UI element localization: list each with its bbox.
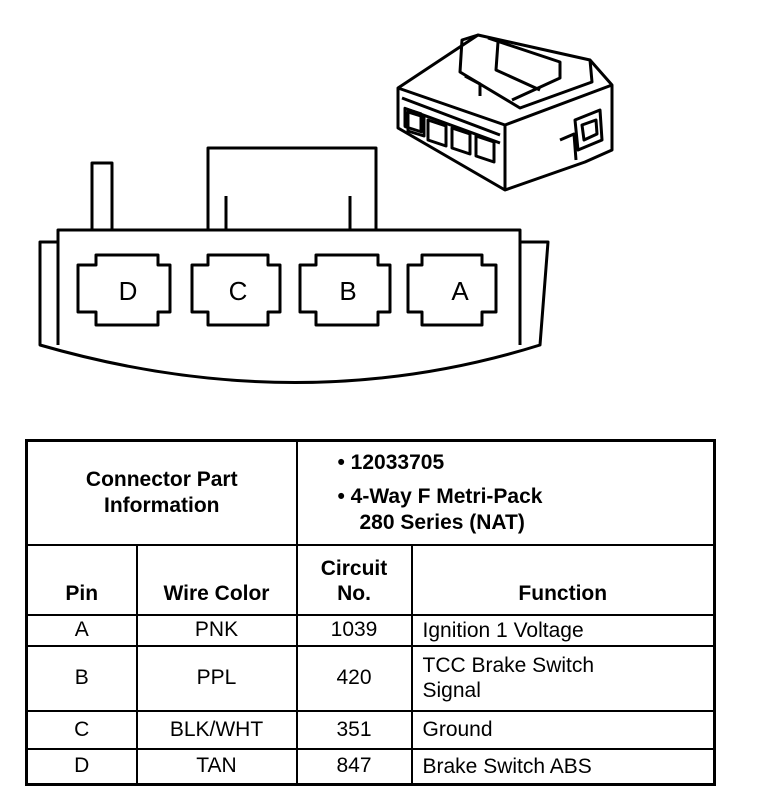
function-cell: Ignition 1 Voltage bbox=[412, 615, 715, 646]
circuit-cell: 420 bbox=[297, 646, 412, 711]
table-row bbox=[27, 615, 715, 646]
pin-cell: D bbox=[27, 749, 137, 785]
pin-cell: B bbox=[27, 646, 137, 711]
pin-label-b: B bbox=[339, 276, 357, 306]
function-cell: Brake Switch ABS bbox=[412, 749, 715, 785]
wire-color-cell: BLK/WHT bbox=[137, 711, 297, 749]
connector-3d-illustration bbox=[398, 35, 612, 190]
table-row bbox=[27, 749, 715, 785]
part-info-label bbox=[27, 441, 297, 545]
part-info-values bbox=[297, 441, 715, 545]
wire-color-cell: PPL bbox=[137, 646, 297, 711]
circuit-cell: 1039 bbox=[297, 615, 412, 646]
pin-label-c: C bbox=[228, 276, 248, 306]
header-function: Function bbox=[412, 545, 715, 615]
circuit-cell: 847 bbox=[297, 749, 412, 785]
wire-color-cell: TAN bbox=[137, 749, 297, 785]
function-cell: TCC Brake Switch Signal bbox=[412, 646, 715, 711]
connector-series: 280 Series (NAT) bbox=[359, 510, 525, 534]
part-number: • 12033705 bbox=[337, 450, 445, 474]
pin-label-a: A bbox=[451, 276, 469, 306]
circuit-cell: 351 bbox=[297, 711, 412, 749]
function-cell: Ground bbox=[412, 711, 715, 749]
header-row bbox=[27, 545, 715, 615]
pin-cell: A bbox=[27, 615, 137, 646]
part-info-label-text: Connector Part Information bbox=[85, 467, 238, 517]
wire-color-cell: PNK bbox=[137, 615, 297, 646]
table-row bbox=[27, 646, 715, 711]
part-info-row bbox=[27, 441, 715, 545]
pin-cell: C bbox=[27, 711, 137, 749]
connector-type: • 4-Way F Metri-Pack bbox=[337, 484, 543, 508]
connector-face-view bbox=[40, 148, 548, 383]
header-circuit-line1: Circuit bbox=[320, 556, 388, 580]
connector-info-table bbox=[25, 439, 716, 786]
header-circuit-line2: No. bbox=[337, 581, 371, 605]
header-pin: Pin bbox=[27, 545, 137, 615]
pin-label-d: D bbox=[118, 276, 138, 306]
header-circuit bbox=[297, 545, 412, 615]
table-row bbox=[27, 711, 715, 749]
header-wire-color: Wire Color bbox=[137, 545, 297, 615]
